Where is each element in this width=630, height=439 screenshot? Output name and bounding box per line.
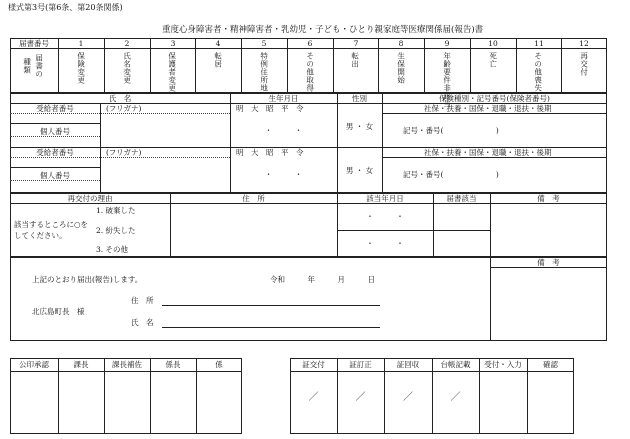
furigana-label: (フリガナ) (106, 148, 142, 157)
kind-label-2: 種類 (22, 58, 32, 74)
slash-mark: ／ (403, 392, 413, 403)
slash-mark: ／ (355, 392, 366, 403)
date-separator: ・ ・ (366, 212, 404, 221)
kind-option[interactable]: その他喪失 (533, 52, 543, 92)
approval-header: 公印承認 (19, 360, 49, 369)
furigana-label: (フリガナ) (106, 104, 142, 113)
address-header: 住 所 (242, 194, 265, 203)
kind-label-1: 届書の (34, 54, 44, 78)
header-number: 3 (170, 39, 176, 48)
insurance-number-field[interactable]: 記号・番号( ) (403, 170, 499, 179)
header-number: 8 (398, 39, 404, 48)
kind-option[interactable]: 再交付 (579, 52, 589, 76)
stamp-box[interactable] (196, 372, 242, 433)
birthdate-header: 生年月日 (268, 94, 299, 103)
date-separator: ・ ・ (264, 170, 303, 179)
declaration-date: 令和 年 月 日 (270, 275, 375, 284)
kind-option[interactable]: 年齢要件非該当 (442, 52, 452, 108)
approval-header: 係長 (165, 360, 181, 369)
header-number: 11 (534, 39, 544, 48)
applicant-address-label: 住 所 (131, 296, 154, 305)
personal-number-label: 個人番号 (40, 127, 70, 136)
recipient-number-label: 受給者番号 (36, 148, 74, 157)
gender-header: 性別 (352, 94, 367, 103)
header-number: 2 (124, 39, 130, 48)
declaration-statement: 上記のとおり届出(報告)します。 (32, 275, 143, 284)
kind-option[interactable]: 転居 (213, 52, 223, 68)
gender-options[interactable]: 男 ・ 女 (345, 166, 374, 175)
kind-option[interactable]: 死亡 (488, 52, 498, 68)
insurance-number-field[interactable]: 記号・番号( ) (403, 126, 499, 135)
header-label: 届書番号 (19, 39, 49, 48)
insurance-header: 保険種別・記号番号(保険者番号) (439, 94, 550, 103)
stamp-box[interactable] (10, 372, 58, 433)
date-separator: ・ ・ (264, 126, 303, 135)
stamp-box[interactable] (479, 372, 527, 433)
approval-header: 確認 (543, 360, 558, 369)
date-separator: ・ ・ (366, 239, 404, 248)
kind-option[interactable]: 転出 (350, 52, 360, 68)
gender-options[interactable]: 男 ・ 女 (345, 122, 374, 131)
era-options[interactable]: 明 大 昭 平 令 (236, 104, 304, 113)
header-number: 7 (353, 39, 359, 48)
reason-item: 3. その他 (96, 245, 129, 254)
kind-option[interactable]: 生保開始 (396, 52, 406, 84)
insurance-type-options[interactable]: 社保・扶養・国保・退職・退扶・後期 (424, 104, 552, 113)
approval-header: 証訂正 (349, 360, 372, 369)
approval-header: 証回収 (396, 360, 420, 369)
approval-header: 課長補佐 (112, 360, 142, 369)
recipient-number-label: 受給者番号 (36, 104, 74, 113)
addressee: 北広島町長 様 (32, 307, 85, 316)
header-number: 6 (307, 39, 313, 48)
form-number: 様式第3号(第6条、第20条関係) (8, 3, 123, 12)
approval-header: 受付・入力 (484, 360, 522, 369)
stamp-box[interactable] (104, 372, 150, 433)
reissue-instruction: 該当するところに○をしてください。 (14, 220, 89, 240)
approval-header: 台帳記載 (440, 360, 471, 369)
decl-remarks-header: 備 考 (537, 258, 560, 267)
insurance-type-options[interactable]: 社保・扶養・国保・退職・退扶・後期 (424, 148, 552, 157)
header-number: 4 (215, 39, 221, 48)
approval-header: 課長 (73, 360, 89, 369)
header-number: 5 (261, 39, 267, 48)
header-number: 12 (579, 39, 589, 48)
stamp-box[interactable] (58, 372, 104, 433)
approval-header: 証交付 (302, 360, 325, 369)
reason-item: 1. 破棄した (96, 206, 136, 215)
kind-option[interactable]: 保険変更 (76, 52, 86, 84)
address-line[interactable] (162, 305, 380, 306)
name-line[interactable] (162, 327, 380, 328)
remarks-header: 備 考 (537, 194, 560, 203)
report-header: 届書該当 (446, 194, 477, 203)
slash-mark: ／ (450, 392, 461, 403)
era-options[interactable]: 明 大 昭 平 令 (236, 148, 304, 157)
slash-mark: ／ (308, 392, 319, 403)
header-number: 1 (78, 39, 84, 48)
approval-header: 係 (215, 360, 223, 369)
stamp-box[interactable] (150, 372, 196, 433)
personal-number-label: 個人番号 (40, 171, 70, 180)
header-number: 10 (488, 39, 498, 48)
reason-header: 再交付の理由 (67, 194, 113, 203)
kind-option[interactable]: 特例住所地 (259, 52, 269, 92)
name-header: 氏 名 (108, 94, 132, 103)
kind-option[interactable]: その他取得 (305, 52, 315, 92)
kind-option[interactable]: 氏名変更 (122, 52, 132, 84)
header-number: 9 (444, 39, 450, 48)
form-title: 重度心身障害者・精神障害者・乳幼児・子ども・ひとり親家庭等医療関係届(報告)書 (162, 25, 484, 35)
applicant-name-label: 氏 名 (131, 318, 154, 327)
stamp-box[interactable] (527, 372, 574, 433)
month-header: 該当年月日 (366, 194, 404, 203)
kind-option[interactable]: 保護者変更 (167, 52, 177, 92)
reason-item: 2. 紛失した (96, 226, 136, 235)
